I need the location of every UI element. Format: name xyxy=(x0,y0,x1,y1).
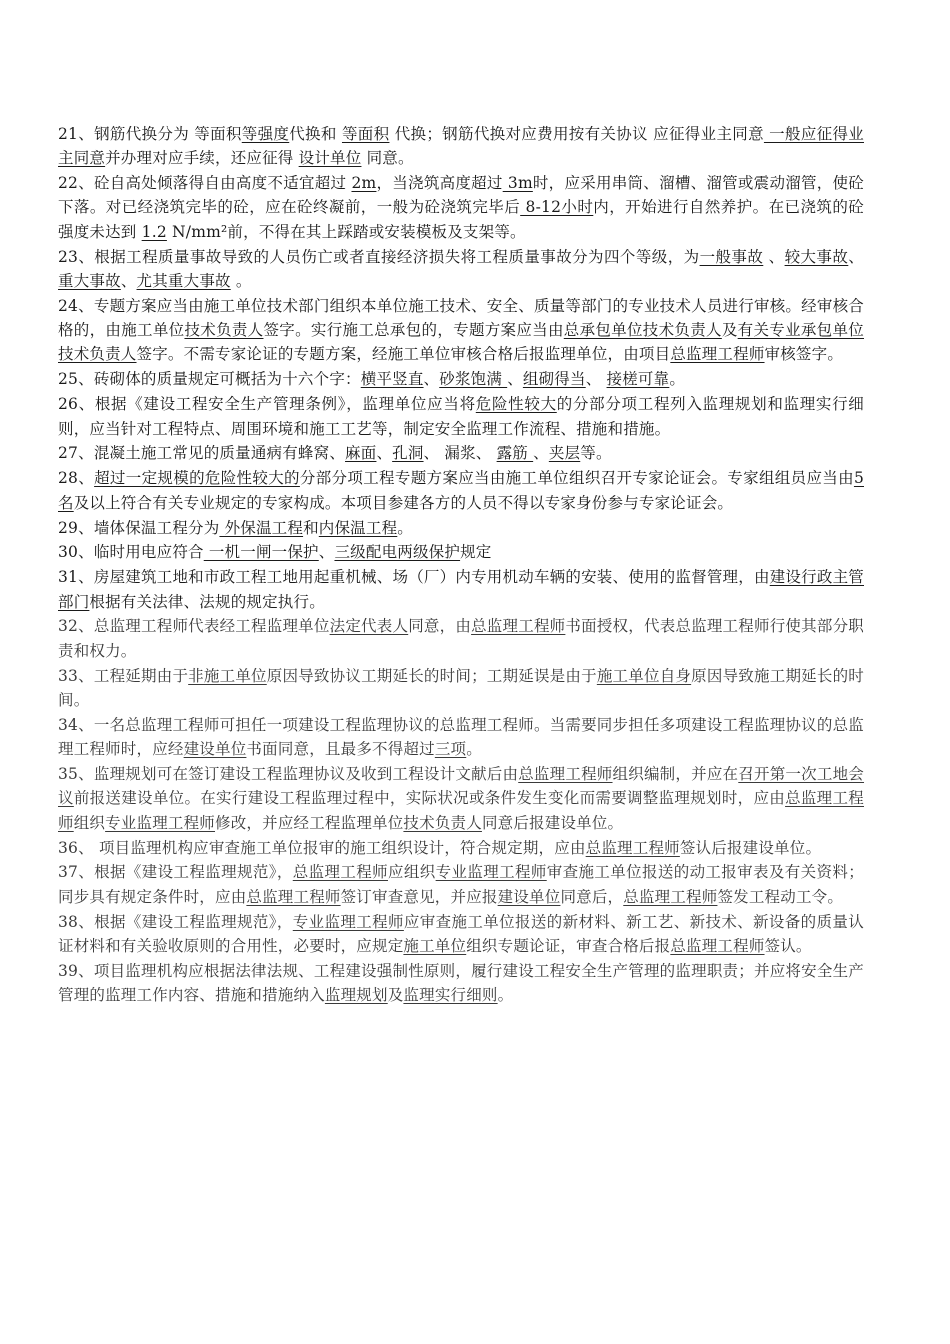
question-text: 同意后报建设单位。 xyxy=(481,813,624,832)
answer-blank: 2m xyxy=(351,174,377,193)
question-text: 和 xyxy=(303,518,319,537)
question-text: 同意后， xyxy=(560,887,624,906)
answer-blank: 一机一闸一保护 xyxy=(203,543,319,562)
question-text: 24、专题方案应当由施工单位技术部门组织本单位施工技术、安全、质量等部门的专业技术人员进行审核。经审核合格的，由施工单位 xyxy=(58,296,864,340)
question-item xyxy=(58,565,864,614)
question-item xyxy=(58,516,864,540)
question-text: 、 xyxy=(763,247,785,266)
question-text: 、 xyxy=(376,444,393,463)
answer-blank: 总监理工程师 xyxy=(58,789,864,832)
answer-blank: 一般应征得业主同意 xyxy=(58,125,864,168)
answer-blank: 技术负责人 xyxy=(184,321,264,340)
answer-blank: 法定代表人 xyxy=(329,617,409,636)
question-text: 书面授权，代表总监理工程师行使其部分职责和权力。 xyxy=(58,617,864,660)
question-text: 审查施工单位报送的动工报审表及有关资料；同步具有规定条件时，应由 xyxy=(58,863,864,906)
answer-blank: 夹层 xyxy=(548,444,581,463)
answer-blank: 施工单位 xyxy=(403,936,467,955)
question-text: 前报送建设单位。在实行建设工程监理过程中，实际状况或条件发生变化而需要调整监理规划时，应由 xyxy=(73,789,786,808)
question-text: 签发工程动工令。 xyxy=(717,887,844,906)
question-item xyxy=(58,959,864,1008)
answer-blank: 砂浆饱满 xyxy=(439,370,508,389)
question-text: 组织专题论证，审查合格后报 xyxy=(466,936,671,955)
question-item xyxy=(58,860,864,909)
question-item xyxy=(58,713,864,762)
question-item xyxy=(58,294,864,367)
answer-blank: 5名 xyxy=(58,469,864,512)
answer-blank: 总监理工程师 xyxy=(518,765,613,784)
answer-blank: 麻面 xyxy=(345,444,377,463)
question-text: 并办理对应手续，还应征得 xyxy=(105,149,299,168)
answer-blank: 组砌得当 xyxy=(522,370,586,389)
answer-blank: 有关专业承包单位技术负责人 xyxy=(58,321,864,364)
question-text: 31、房屋建筑工地和市政工程工地用起重机械、场（厂）内专用机动车辆的安装、使用的监督管理，由 xyxy=(58,568,770,587)
question-text: 原因导致施工期延长的时间。 xyxy=(58,666,865,709)
question-text: 。 xyxy=(669,370,686,389)
question-item xyxy=(58,836,864,860)
answer-blank: 专业监理工程师 xyxy=(435,863,547,882)
question-text: 22、砼自高处倾落得自由高度不适宜超过 xyxy=(58,174,352,193)
question-text: 分部分项工程专题方案应当由施工单位组织召开专家论证会。专家组组员应当由 xyxy=(299,469,854,488)
question-item xyxy=(58,910,864,959)
answer-blank: 监理实行细则 xyxy=(403,986,498,1005)
question-text: 26、根据《建设工程安全生产管理条例》，监理单位应当将 xyxy=(58,395,476,414)
question-text: 代换；钢筋代换对应费用按有关协议 应征得业主同意 xyxy=(389,125,764,143)
question-text: 23、根据工程质量事故导致的人员伤亡或者直接经济损失将工程质量事故分为四个等级，为 xyxy=(58,247,700,266)
answer-blank: 总监理工程师 xyxy=(670,936,765,955)
question-item xyxy=(58,664,864,713)
question-text: 35、监理规划可在签订建设工程监理协议及收到工程设计文献后由 xyxy=(58,765,519,784)
question-text: 书面同意，且最多不得超过 xyxy=(246,740,435,759)
question-text: 。 xyxy=(497,986,514,1005)
question-item xyxy=(58,614,864,663)
answer-blank: 三级配电两级保护 xyxy=(334,543,461,562)
question-text: 代换和 xyxy=(289,125,342,143)
question-text: 39、项目监理机构应根据法律法规、工程建设强制性原则，履行建设工程安全生产管理的监理职责；并应将安全生产管理的监理工作内容、措施和措施纳入 xyxy=(58,961,864,1005)
question-text: 签认后报建设单位。 xyxy=(679,838,822,857)
question-item xyxy=(58,171,864,244)
answer-blank: 专业监理工程师 xyxy=(105,813,216,832)
question-text: 、 xyxy=(585,370,607,389)
answer-blank: 露筋 xyxy=(496,444,534,463)
answer-blank: 非施工单位 xyxy=(188,666,267,685)
question-item xyxy=(58,466,864,515)
answer-blank: 监理规划 xyxy=(324,986,388,1005)
answer-blank: 重大事故 xyxy=(58,271,121,290)
question-text: 等。 xyxy=(580,444,612,463)
answer-blank: 技术负责人 xyxy=(403,813,482,832)
question-list xyxy=(58,122,864,1007)
answer-blank: 施工单位自身 xyxy=(596,666,692,685)
answer-blank: 总监理工程师 xyxy=(623,887,718,906)
answer-blank: 召开第一次工地会议 xyxy=(58,765,865,808)
answer-blank: 3m xyxy=(502,174,533,193)
question-text: 及 xyxy=(387,986,404,1005)
answer-blank: 总监理工程师 xyxy=(585,838,680,857)
answer-blank: 超过一定规模的危险性较大的 xyxy=(94,469,300,488)
question-text: 内，开始进行自然养护。在已浇筑的砼强度未达到 xyxy=(58,198,864,241)
question-text: 规定 xyxy=(460,543,492,562)
question-text: 21、钢筋代换分为 等面积 xyxy=(58,125,242,143)
answer-blank: 尤其重大事故 xyxy=(136,271,231,290)
answer-blank: 专业监理工程师 xyxy=(292,912,404,931)
question-text: 及 xyxy=(721,321,738,340)
question-text: 同意。 xyxy=(361,149,414,168)
answer-blank: 横平竖直 xyxy=(360,370,424,389)
answer-blank: 等面积 xyxy=(341,125,390,143)
question-text: 30、临时用电应符合 xyxy=(58,543,204,562)
answer-blank: 建设单位 xyxy=(497,887,561,906)
answer-blank: 1.2 xyxy=(141,222,167,241)
answer-blank: 总监理工程师 xyxy=(670,345,765,364)
question-text: 原因导致协议工期延长的时间；工期延误是由于 xyxy=(266,666,597,685)
question-text: 36、 项目监理机构应审查施工单位报审的施工组织设计，符合规定期，应由 xyxy=(58,838,586,857)
answer-blank: 三项 xyxy=(434,740,467,759)
question-text: 应审查施工单位报送的新材料、新工艺、新技术、新设备的质量认证材料和有关验收原则的合用性，必要时，应规定 xyxy=(58,912,864,955)
answer-blank: 一般事故 xyxy=(699,247,764,266)
question-text: 28、 xyxy=(58,469,95,488)
answer-blank: 接槎可靠 xyxy=(606,370,670,389)
question-text: 组织编制，并应在 xyxy=(612,765,739,784)
question-item xyxy=(58,762,864,835)
question-text: 、 xyxy=(423,370,440,389)
question-text: 、 xyxy=(120,271,137,290)
question-text: 修改，并应经工程监理单位 xyxy=(215,813,404,832)
question-text: 的分部分项工程列入监理规划和监理实行细则，应当针对工程特点、周围环境和施工工艺等，制定安全监理工作流程、措施和措施。 xyxy=(58,395,864,438)
answer-blank: 总承包单位技术负责人 xyxy=(563,321,722,340)
answer-blank: 外保温工程 xyxy=(219,518,304,537)
question-item xyxy=(58,392,864,441)
question-text: 29、墙体保温工程分为 xyxy=(58,518,220,537)
question-text: 、 xyxy=(848,247,864,266)
question-text: 33、工程延期由于 xyxy=(58,666,189,685)
answer-blank: 内保温工程 xyxy=(318,518,398,537)
answer-blank: 总监理工程师 xyxy=(292,863,388,882)
answer-blank: 危险性较大 xyxy=(475,395,557,414)
question-item xyxy=(58,122,864,171)
document-page xyxy=(58,122,864,1008)
question-text: 、 xyxy=(533,444,549,463)
question-text: 及以上符合有关专业规定的专家构成。本项目参建各方的人员不得以专家身份参与专家论证会。 xyxy=(73,493,734,512)
question-text: 应组织 xyxy=(387,863,436,882)
question-text: 。 xyxy=(466,740,482,759)
question-text: 、 xyxy=(318,543,335,562)
question-item xyxy=(58,367,864,391)
question-text: 、 xyxy=(507,370,523,389)
answer-blank: 建设行政主管部门 xyxy=(58,568,864,611)
answer-blank: 设计单位 xyxy=(298,149,362,168)
question-item xyxy=(58,245,864,294)
question-text: 38、根据《建设工程监理规范》， xyxy=(58,912,293,931)
answer-blank: 等强度 xyxy=(241,125,290,143)
answer-blank: 总监理工程师 xyxy=(246,887,341,906)
question-text: 根据有关法律、法规的规定执行。 xyxy=(89,592,325,611)
question-text: 签字。不需专家论证的专题方案，经施工单位审核合格后报监理单位，由项目 xyxy=(136,345,671,364)
question-text: 签字。实行施工总承包的，专题方案应当由 xyxy=(263,321,564,340)
question-item xyxy=(58,441,864,465)
question-text: 27、混凝土施工常见的质量通病有蜂窝、 xyxy=(58,444,346,463)
question-text: 签订审查意见，并应报 xyxy=(340,887,498,906)
question-text: 34、一名总监理工程师可担任一项建设工程监理协议的总监理工程师。当需要同步担任多项建设工程监理协议的总监理工程师时，应经 xyxy=(58,715,864,759)
question-text: 。 xyxy=(230,271,252,290)
answer-blank: 8-12小时 xyxy=(520,198,594,217)
question-item xyxy=(58,540,864,564)
question-text: 同意，由 xyxy=(408,617,472,636)
answer-blank: 总监理工程师 xyxy=(471,617,566,636)
question-text: 37、根据《建设工程监理规范》， xyxy=(58,863,293,882)
question-text: 32、总监理工程师代表经工程监理单位 xyxy=(58,617,330,636)
answer-blank: 建设单位 xyxy=(183,740,247,759)
question-text: 、 漏浆、 xyxy=(423,444,497,463)
question-text: ，当浇筑高度超过 xyxy=(376,174,503,193)
answer-blank: 孔洞 xyxy=(392,444,424,463)
question-text: N/mm²前，不得在其上踩踏或安装模板及支架等。 xyxy=(166,222,526,241)
question-text: 审核签字。 xyxy=(764,345,844,364)
question-text: 。 xyxy=(397,518,413,537)
question-text: 时，应采用串筒、溜槽、溜管或震动溜管，使砼下落。对已经浇筑完毕的砼，应在砼终凝前，一般为砼浇筑完毕后 xyxy=(58,174,865,217)
question-text: 组织 xyxy=(73,813,106,832)
answer-blank: 较大事故 xyxy=(784,247,849,266)
question-text: 签认。 xyxy=(764,936,812,955)
question-text: 25、砖砌体的质量规定可概括为十六个字： xyxy=(58,370,361,389)
